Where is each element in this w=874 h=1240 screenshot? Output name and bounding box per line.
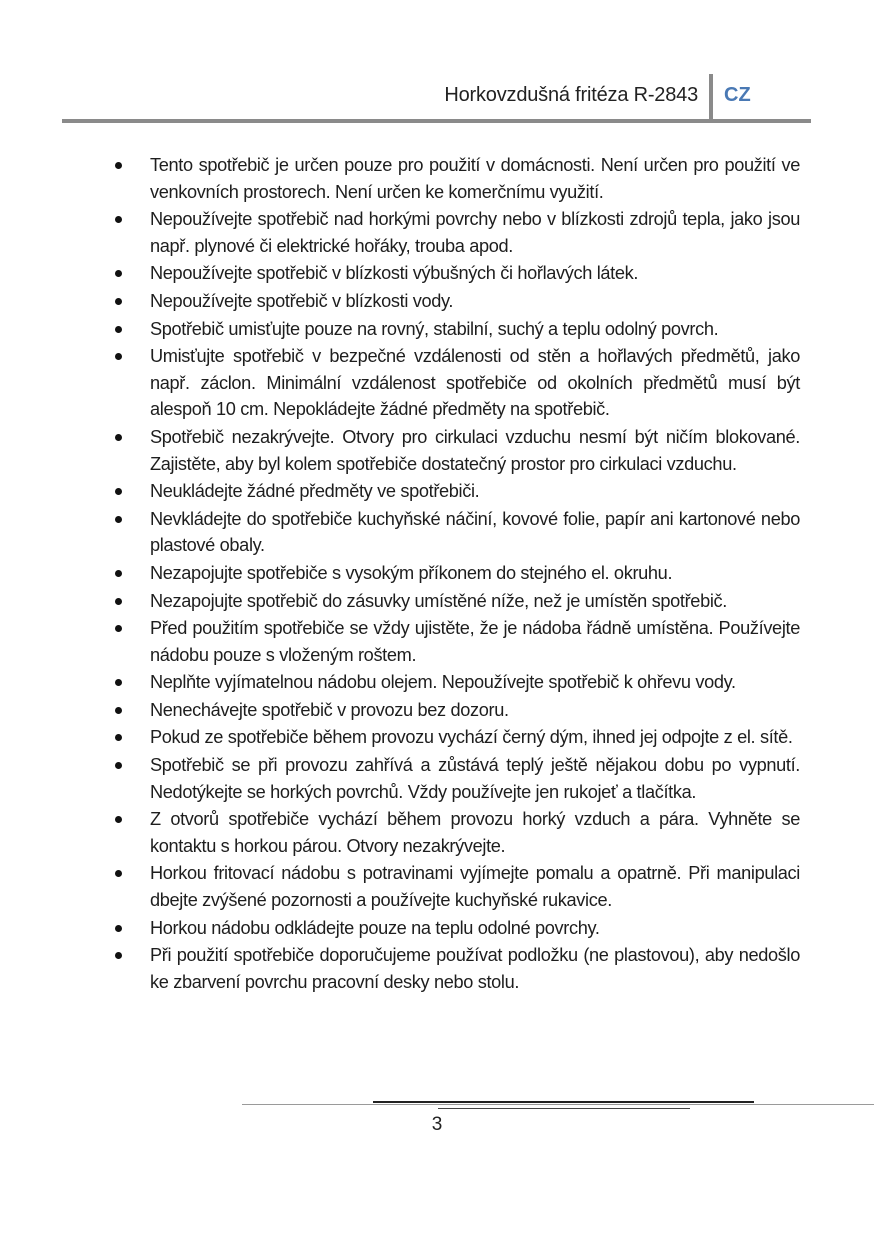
bullet-icon <box>115 925 122 932</box>
list-item <box>110 915 800 942</box>
list-item <box>110 669 800 696</box>
list-item-text: Nenechávejte spotřebič v provozu bez dozoru. <box>150 699 509 720</box>
list-item <box>110 206 800 259</box>
bullet-icon <box>115 353 122 360</box>
bullet-icon <box>115 488 122 495</box>
list-item-text: Horkou fritovací nádobu s potravinami vyjímejte pomalu a opatrně. Při manipulaci dbejte zvýšené pozornosti a používejte kuchyňské rukavice. <box>150 863 800 911</box>
bullet-icon <box>115 298 122 305</box>
list-item-text: Spotřebič se při provozu zahřívá a zůstává teplý ještě nějakou dobu po vypnutí. Nedotýkejte se horkých povrchů. Vždy používejte jen rukojeť a tlačítka. <box>150 755 800 802</box>
list-item-text: Nepoužívejte spotřebič nad horkými povrchy nebo v blízkosti zdrojů tepla, jako jsou např. plynové či elektrické hořáky, trouba apod. <box>150 209 800 256</box>
footer-rule <box>438 1108 690 1109</box>
list-item <box>110 152 800 205</box>
list-item <box>110 588 800 615</box>
list-item <box>110 506 800 559</box>
bullet-icon <box>115 216 122 223</box>
header-rule <box>62 119 811 123</box>
list-item-text: Nepoužívejte spotřebič v blízkosti výbušných či hořlavých látek. <box>150 263 639 284</box>
list-item <box>110 316 800 343</box>
footer-rule <box>373 1101 754 1103</box>
bullet-icon <box>115 734 122 741</box>
list-item-text: Neplňte vyjímatelnou nádobu olejem. Nepoužívejte spotřebič k ohřevu vody. <box>150 672 736 693</box>
list-item <box>110 942 800 995</box>
header-divider <box>709 74 713 122</box>
list-item <box>110 424 800 477</box>
bullet-icon <box>115 762 122 769</box>
header-title: Horkovzdušná fritéza R-2843 <box>444 84 698 106</box>
list-item-text: Neukládejte žádné předměty ve spotřebiči. <box>150 481 480 502</box>
list-item-text: Nezapojujte spotřebič do zásuvky umístěné níže, než je umístěn spotřebič. <box>150 590 727 611</box>
list-item <box>110 343 800 423</box>
list-item <box>110 806 800 859</box>
bullet-icon <box>115 434 122 441</box>
list-item-text: Umisťujte spotřebič v bezpečné vzdálenosti od stěn a hořlavých předmětů, jako např. záclon. Minimální vzdálenost spotřebiče od okolních předmětů musí být alespoň 10 cm. Nepokládejte žádné předměty na spotřebič. <box>150 346 800 420</box>
bullet-icon <box>115 162 122 169</box>
list-item-text: Nevkládejte do spotřebiče kuchyňské náčiní, kovové folie, papír ani kartonové nebo plastové obaly. <box>150 508 800 556</box>
language-code: CZ <box>724 84 751 106</box>
bullet-icon <box>115 679 122 686</box>
bullet-icon <box>115 598 122 605</box>
bullet-icon <box>115 707 122 714</box>
bullet-icon <box>115 816 122 823</box>
list-item-text: Spotřebič umisťujte pouze na rovný, stabilní, suchý a teplu odolný povrch. <box>150 318 719 339</box>
list-item <box>110 478 800 505</box>
bullet-icon <box>115 570 122 577</box>
safety-instructions-list <box>110 152 800 996</box>
list-item-text: Nezapojujte spotřebiče s vysokým příkonem do stejného el. okruhu. <box>150 562 673 583</box>
bullet-icon <box>115 625 122 632</box>
bullet-icon <box>115 952 122 959</box>
list-item <box>110 752 800 805</box>
list-item-text: Tento spotřebič je určen pouze pro použití v domácnosti. Není určen pro použití ve venkovních prostorech. Není určen ke komerčnímu využití. <box>150 155 800 202</box>
list-item-text: Horkou nádobu odkládejte pouze na teplu odolné povrchy. <box>150 917 600 938</box>
list-item <box>110 260 800 287</box>
list-item-text: Pokud ze spotřebiče během provozu vychází černý dým, ihned jej odpojte z el. sítě. <box>150 727 793 748</box>
list-item <box>110 615 800 668</box>
list-item <box>110 697 800 724</box>
bullet-icon <box>115 326 122 333</box>
list-item-text: Při použití spotřebiče doporučujeme používat podložku (ne plastovou), aby nedošlo ke zbarvení povrchu pracovní desky nebo stolu. <box>150 945 800 992</box>
bullet-icon <box>115 516 122 523</box>
bullet-icon <box>115 270 122 277</box>
list-item-text: Spotřebič nezakrývejte. Otvory pro cirkulaci vzduchu nesmí být ničím blokované. Zajistěte, aby byl kolem spotřebiče dostatečný prostor pro cirkulaci vzduchu. <box>150 426 800 474</box>
list-item-text: Nepoužívejte spotřebič v blízkosti vody. <box>150 290 454 311</box>
bullet-icon <box>115 870 122 877</box>
list-item <box>110 288 800 315</box>
list-item-text: Z otvorů spotřebiče vychází během provozu horký vzduch a pára. Vyhněte se kontaktu s horkou párou. Otvory nezakrývejte. <box>150 809 800 856</box>
footer-rule <box>242 1104 874 1105</box>
list-item <box>110 560 800 587</box>
list-item <box>110 860 800 913</box>
list-item <box>110 724 800 751</box>
page-number: 3 <box>431 1114 443 1135</box>
list-item-text: Před použitím spotřebiče se vždy ujistěte, že je nádoba řádně umístěna. Používejte nádobu pouze s vloženým roštem. <box>150 618 800 665</box>
